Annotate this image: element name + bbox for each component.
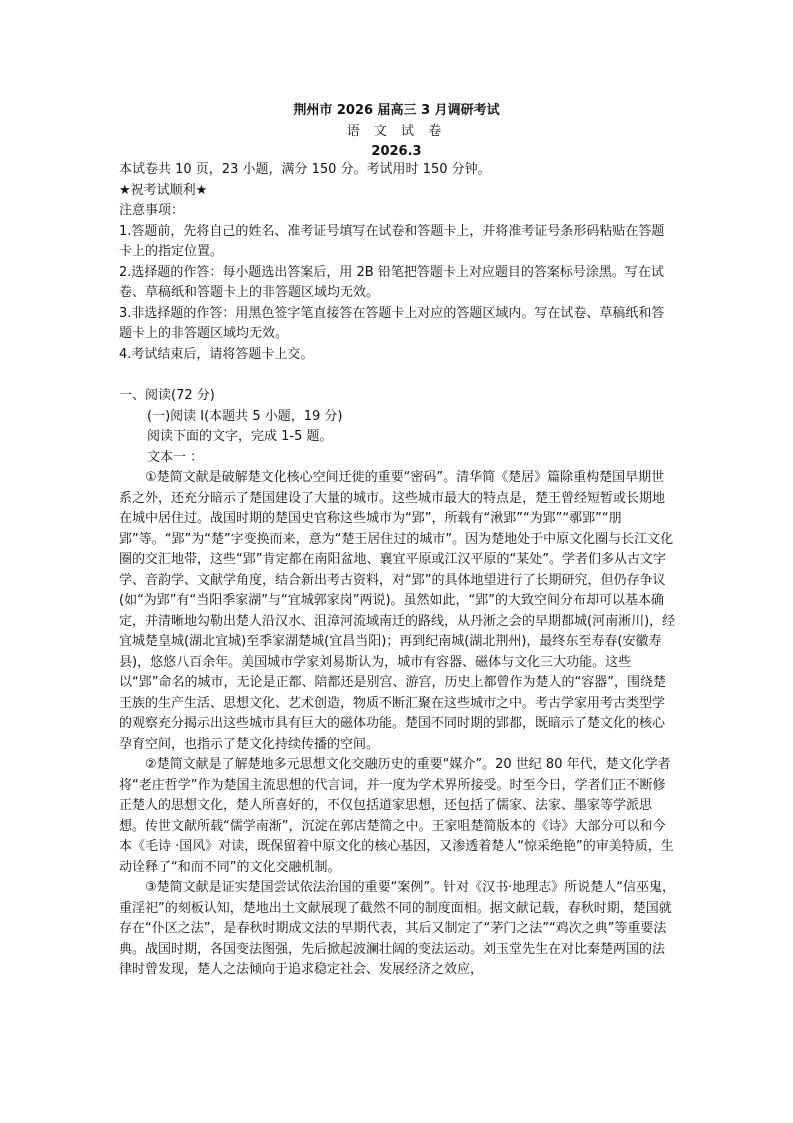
spacer	[119, 365, 677, 386]
exam-wish: ★祝考试顺利★	[119, 182, 208, 198]
article-paragraph: ③楚简文献是证实楚国尝试依法治国的重要“案例”。针对《汉书·地理志》所说楚人“信巫鬼，重淫祀”的刻板认知，楚地出土文献展现了截然不同的制度面相。据文献记载，春秋时期，楚国就存在“仆区之法”，是春秋时期成文法的早期代表，其后又制定了“茅门之法”“鸡次之典”等重要法典。战国时期，各国变法图强，先后掀起波澜壮阔的变法运动。刘玉堂先生在对比秦楚两国的法律时曾发现，楚人之法倾向于追求稳定社会、发展经济之效应，	[119, 880, 675, 977]
notice-title: 注意事项：	[119, 203, 185, 218]
text-label: 文本一 ：	[147, 449, 204, 465]
article-paragraph: ②楚简文献是了解楚地多元思想文化交融历史的重要“媒介”。20 世纪 80 年代，楚文化学者将“老庄哲学”作为楚国主流思想的代言词，并一度为学术界所接受。时至今日，学者们正不断修正楚人的思想文化，楚人所喜好的，不仅包括道家思想，还包括了儒家、法家、墨家等学派思想。传世文献所载“儒学南渐”，沉淀在郭店楚简之中。王家咀楚简版本的《诗》大部分可以和今本《毛诗 ·国风》对读，既保留着中原文化的核心基因，又渗透着楚人“惊采绝艳”的审美特质，生动诠释了“和而不同”的文化交融机制。	[119, 757, 674, 875]
notice-item: 3.非选择题的作答：用黑色签字笔直接答在答题卡上对应的答题区域内。写在试卷、草稿纸和答题卡上的非答题区域均无效。	[119, 305, 665, 341]
exam-title: 荆州市 2026 届高三 3 月调研考试	[293, 103, 500, 118]
exam-body	[119, 160, 677, 981]
reading-instruction: 阅读下面的文字，完成 1-5 题。	[147, 429, 333, 444]
notice-item: 4.考试结束后，请将答题卡上交。	[119, 346, 314, 362]
exam-subject: 语 文 试 卷	[346, 124, 447, 139]
section-heading: 一、阅读(72 分)	[119, 388, 215, 403]
notice-item: 1.答题前，先将自己的姓名、准考证号填写在试卷和答题卡上，并将准考证号条形码粘贴在答题卡上的指定位置。	[119, 223, 665, 259]
article-paragraph: ①楚简文献是破解楚文化核心空间迁徙的重要“密码”。清华简《楚居》篇除重构楚国早期世系之外，还充分暗示了楚国建设了大量的城市。这些城市最大的特点是，楚王曾经短暂或长期地在城中居住过。战国时期的楚国史官称这些城市为“郢”，所载有“湫郢”“为郢”“鄩郢”“朋郢”等。“郢”为“楚”字变换而来，意为“楚王居住过的城市”。因为楚地处于中原文化圈与长江文化圈的交汇地带，这些“郢”肯定都在南阳盆地、襄宜平原或江汉平原的“某处”。学者们多从古文字学、音韵学、文献学角度，结合新出考古资料，对“郢”的具体地望进行了长期研究，但仍存争议(如“为郢”有“当阳季家湖”与“宜城郭家岗”两说)。虽然如此，“郢”的大致空间分布却可以基本确定，并清晰地勾勒出楚人沿汉水、沮漳河流域南迁的路线，从丹淅之会的早期都城(河南淅川)，经宜城楚皇城(湖北宜城)至季家湖楚城(宜昌当阳)；再到纪南城(湖北荆州)，最终东至寿春(安徽寿县)，悠悠八百余年。美国城市学家刘易斯认为，城市有容器、磁体与文化三大功能。这些以“郢”命名的城市，无论是正都、陪都还是别宫、游宫，历史上都曾作为楚人的“容器”，围绕楚王族的生产生活、思想文化、艺术创造，物质不断汇聚在这些城市之中。考古学家用考古类型学的观察充分揭示出这些城市具有巨大的磁体功能。楚国不同时期的郢都，既暗示了楚文化的核心孕育空间，也指示了楚文化持续传播的空间。	[119, 470, 676, 752]
sub-section-heading: (一)阅读 I(本题共 5 小题，19 分)	[147, 408, 343, 424]
exam-date: 2026.3	[371, 144, 422, 159]
exam-info: 本试卷共 10 页，23 小题，满分 150 分。考试用时 150 分钟。	[119, 162, 491, 177]
notice-item: 2.选择题的作答：每小题选出答案后，用 2B 铅笔把答题卡上对应题目的答案标号涂黑。写在试卷、草稿纸和答题卡上的非答题区域均无效。	[119, 264, 664, 300]
